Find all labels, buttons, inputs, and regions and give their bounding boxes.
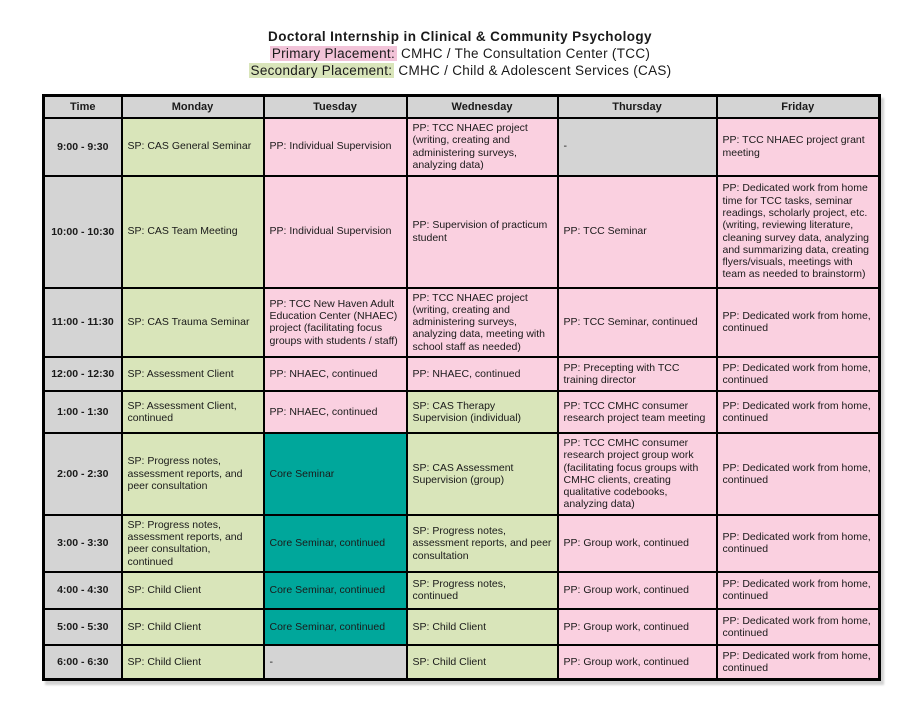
table-row bbox=[44, 645, 880, 680]
schedule-cell: PP: TCC CMHC consumer research project group work (facilitating focus groups with CMHC clients, creating qualitative codebooks, analyzing data) bbox=[558, 433, 717, 515]
schedule-cell: SP: CAS Therapy Supervision (individual) bbox=[407, 391, 558, 433]
schedule-cell: PP: NHAEC, continued bbox=[264, 391, 407, 433]
time-cell: 6:00 - 6:30 bbox=[44, 645, 122, 680]
schedule-cell: PP: Dedicated work from home, continued bbox=[717, 357, 880, 391]
schedule-cell: Core Seminar, continued bbox=[264, 609, 407, 645]
schedule-cell: PP: NHAEC, continued bbox=[264, 357, 407, 391]
schedule-cell: SP: CAS Trauma Seminar bbox=[122, 288, 264, 357]
column-header-tuesday: Tuesday bbox=[264, 96, 407, 118]
column-header-monday: Monday bbox=[122, 96, 264, 118]
time-cell: 11:00 - 11:30 bbox=[44, 288, 122, 357]
schedule-cell: PP: Dedicated work from home, continued bbox=[717, 572, 880, 609]
schedule-cell: PP: Group work, continued bbox=[558, 515, 717, 572]
schedule-cell: PP: Individual Supervision bbox=[264, 118, 407, 176]
time-cell: 2:00 - 2:30 bbox=[44, 433, 122, 515]
schedule-cell: SP: Child Client bbox=[122, 645, 264, 680]
secondary-placement-line bbox=[0, 62, 920, 79]
schedule-cell: PP: Group work, continued bbox=[558, 645, 717, 680]
page-title: Doctoral Internship in Clinical & Community Psychology bbox=[268, 29, 652, 44]
primary-placement-value: CMHC / The Consultation Center (TCC) bbox=[397, 46, 651, 61]
schedule-cell: PP: Dedicated work from home, continued bbox=[717, 515, 880, 572]
secondary-placement-value: CMHC / Child & Adolescent Services (CAS) bbox=[394, 63, 672, 78]
schedule-cell: PP: Group work, continued bbox=[558, 609, 717, 645]
schedule-cell: PP: Dedicated work from home, continued bbox=[717, 391, 880, 433]
table-row bbox=[44, 572, 880, 609]
schedule-cell: Core Seminar, continued bbox=[264, 515, 407, 572]
schedule-cell: PP: TCC NHAEC project (writing, creating and administering surveys, analyzing data, meeting with school staff as needed) bbox=[407, 288, 558, 357]
schedule-cell: SP: CAS Team Meeting bbox=[122, 176, 264, 288]
column-header-friday: Friday bbox=[717, 96, 880, 118]
schedule-cell: PP: Dedicated work from home, continued bbox=[717, 288, 880, 357]
document-header bbox=[0, 0, 920, 79]
time-cell: 5:00 - 5:30 bbox=[44, 609, 122, 645]
table-row bbox=[44, 609, 880, 645]
time-cell: 10:00 - 10:30 bbox=[44, 176, 122, 288]
schedule-cell: PP: Supervision of practicum student bbox=[407, 176, 558, 288]
schedule-cell: PP: TCC Seminar bbox=[558, 176, 717, 288]
time-cell: 9:00 - 9:30 bbox=[44, 118, 122, 176]
weekly-schedule-table bbox=[42, 94, 881, 681]
schedule-cell: Core Seminar bbox=[264, 433, 407, 515]
schedule-cell: SP: CAS Assessment Supervision (group) bbox=[407, 433, 558, 515]
column-header-wednesday: Wednesday bbox=[407, 96, 558, 118]
secondary-placement-label: Secondary Placement: bbox=[250, 63, 393, 78]
time-cell: 1:00 - 1:30 bbox=[44, 391, 122, 433]
schedule-cell: PP: TCC CMHC consumer research project team meeting bbox=[558, 391, 717, 433]
schedule-cell: PP: TCC New Haven Adult Education Center (NHAEC) project (facilitating focus groups with students / staff) bbox=[264, 288, 407, 357]
schedule-cell: PP: Individual Supervision bbox=[264, 176, 407, 288]
schedule-cell: - bbox=[264, 645, 407, 680]
schedule-cell: - bbox=[558, 118, 717, 176]
table-row bbox=[44, 433, 880, 515]
table-row bbox=[44, 118, 880, 176]
schedule-cell: PP: NHAEC, continued bbox=[407, 357, 558, 391]
schedule-cell: SP: Child Client bbox=[407, 645, 558, 680]
schedule-cell: SP: CAS General Seminar bbox=[122, 118, 264, 176]
schedule-cell: SP: Child Client bbox=[122, 609, 264, 645]
column-header-time: Time bbox=[44, 96, 122, 118]
table-row bbox=[44, 357, 880, 391]
schedule-cell: PP: Dedicated work from home, continued bbox=[717, 645, 880, 680]
schedule-cell: SP: Progress notes, assessment reports, and peer consultation bbox=[407, 515, 558, 572]
schedule-cell: PP: Dedicated work from home, continued bbox=[717, 609, 880, 645]
schedule-cell: PP: TCC Seminar, continued bbox=[558, 288, 717, 357]
schedule-cell: PP: TCC NHAEC project (writing, creating and administering surveys, analyzing data) bbox=[407, 118, 558, 176]
time-cell: 4:00 - 4:30 bbox=[44, 572, 122, 609]
primary-placement-line bbox=[0, 45, 920, 62]
schedule-cell: Core Seminar, continued bbox=[264, 572, 407, 609]
table-row bbox=[44, 288, 880, 357]
schedule-cell: SP: Assessment Client, continued bbox=[122, 391, 264, 433]
schedule-cell: SP: Assessment Client bbox=[122, 357, 264, 391]
header-row bbox=[44, 96, 880, 118]
schedule-cell: SP: Progress notes, continued bbox=[407, 572, 558, 609]
schedule-cell: SP: Child Client bbox=[407, 609, 558, 645]
schedule-cell: PP: TCC NHAEC project grant meeting bbox=[717, 118, 880, 176]
primary-placement-label: Primary Placement: bbox=[271, 46, 395, 61]
schedule-cell: PP: Precepting with TCC training director bbox=[558, 357, 717, 391]
schedule-cell: SP: Child Client bbox=[122, 572, 264, 609]
schedule-cell: PP: Group work, continued bbox=[558, 572, 717, 609]
schedule-cell: PP: Dedicated work from home time for TCC tasks, seminar readings, scholarly project, etc. (writing, reviewing literature, cleaning survey data, analyzing and summarizing data, creating flyers/visuals, meetings with team as needed to brainstorm) bbox=[717, 176, 880, 288]
table-row bbox=[44, 391, 880, 433]
schedule-cell: SP: Progress notes, assessment reports, and peer consultation, continued bbox=[122, 515, 264, 572]
table-row bbox=[44, 176, 880, 288]
column-header-thursday: Thursday bbox=[558, 96, 717, 118]
time-cell: 3:00 - 3:30 bbox=[44, 515, 122, 572]
table-row bbox=[44, 515, 880, 572]
schedule-cell: SP: Progress notes, assessment reports, and peer consultation bbox=[122, 433, 264, 515]
schedule-cell: PP: Dedicated work from home, continued bbox=[717, 433, 880, 515]
time-cell: 12:00 - 12:30 bbox=[44, 357, 122, 391]
